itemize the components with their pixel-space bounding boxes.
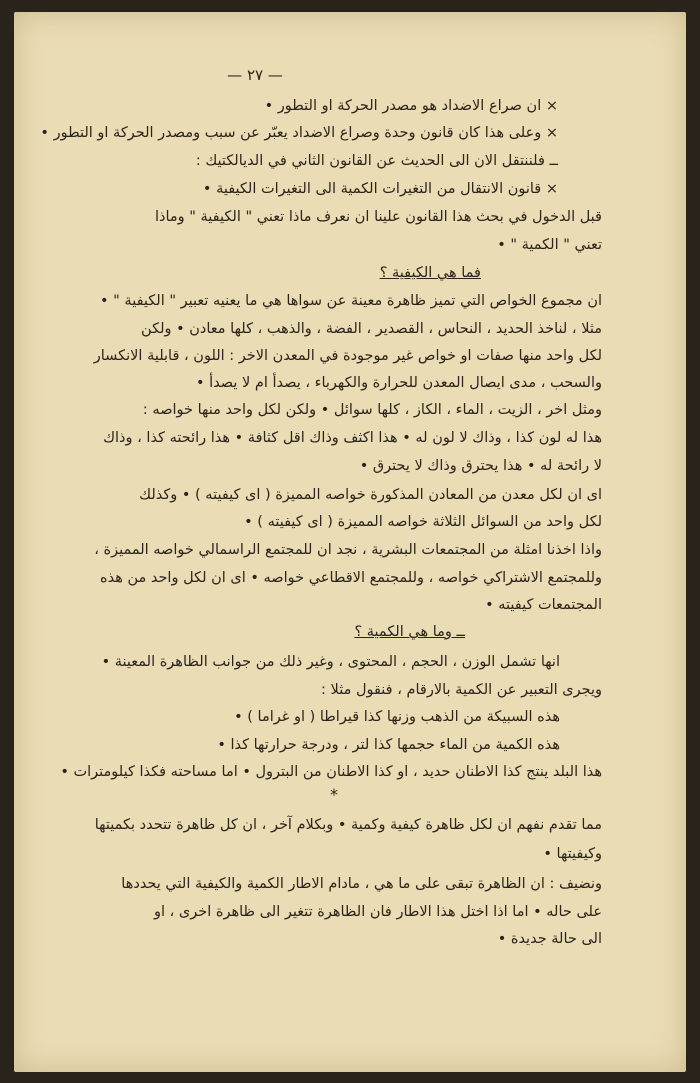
section-heading: فما هي الكيفية ؟: [379, 265, 481, 281]
text-line: والسحب ، مدى ايصال المعدن للحرارة والكهرباء ، يصدأ ام لا يصدأ •: [196, 375, 602, 391]
text-line: هذه السبيكة من الذهب وزنها كذا قيراطا ( او غراما ) •: [234, 709, 560, 725]
text-line: ــ فلننتقل الان الى الحديث عن القانون الثاني في الديالكتيك :: [195, 153, 558, 169]
text-line: مثلا ، لناخذ الحديد ، النحاس ، القصدير ، الفضة ، والذهب ، كلها معادن • ولكن: [141, 321, 602, 337]
text-line: انها تشمل الوزن ، الحجم ، المحتوى ، وغير ذلك من جوانب الظاهرة المعينة •: [101, 654, 560, 670]
text-line: لا رائحة له • هذا يحترق وذاك لا يحترق •: [359, 458, 602, 474]
text-line: هذه الكمية من الماء حجمها كذا لتر ، ودرجة حرارتها كذا •: [217, 737, 560, 753]
text-line: × قانون الانتقال من التغيرات الكمية الى التغيرات الكيفية •: [202, 181, 558, 197]
text-line: وللمجتمع الاشتراكي خواصه ، وللمجتمع الاقطاعي خواصه • اى ان لكل واحد من هذه: [99, 570, 602, 586]
text-line: مما تقدم نفهم ان لكل ظاهرة كيفية وكمية • وبكلام آخر ، ان كل ظاهرة تتحدد بكميتها: [94, 817, 602, 833]
text-line: ومثل اخر ، الزيت ، الماء ، الكاز ، كلها سوائل • ولكن لكل واحد منها خواصه :: [142, 402, 602, 418]
section-heading: ــ وما هي الكمية ؟: [354, 624, 465, 640]
text-line: هذا له لون كذا ، وذاك لا لون له • هذا اكثف وذاك اقل كثافة • هذا رائحته كذا ، وذاك: [103, 430, 602, 446]
page-number: — ٢٧ —: [227, 66, 283, 84]
text-line: تعني " الكمية " •: [497, 237, 602, 253]
text-line: واذا اخذنا امثلة من المجتمعات البشرية ، نجد ان للمجتمع الراسمالي خواصه المميزة ،: [94, 542, 602, 558]
text-line: الى حالة جديدة •: [497, 931, 602, 947]
text-line: قبل الدخول في بحث هذا القانون علينا ان نعرف ماذا تعني " الكيفية " وماذا: [154, 209, 602, 225]
text-line: المجتمعات كيفيته •: [485, 597, 602, 613]
text-line: لكل واحد من السوائل الثلاثة خواصه المميزة ( اى كيفيته ) •: [244, 514, 602, 530]
text-line: هذا البلد ينتج كذا الاطنان حديد ، او كذا الاطنان من البترول • اما مساحته فكذا كيلومترات •: [60, 764, 602, 780]
text-line: × ان صراع الاضداد هو مصدر الحركة او التطور •: [264, 98, 558, 114]
text-line: وكيفيتها •: [543, 846, 602, 862]
text-line: ونضيف : ان الظاهرة تبقى على ما هي ، مادام الاطار الكمية والكيفية التي يحددها: [121, 876, 602, 892]
text-line: ان مجموع الخواص التي تميز ظاهرة معينة عن سواها هي ما يعنيه تعبير " الكيفية " •: [99, 293, 602, 309]
separator-asterisk: *: [330, 785, 338, 804]
text-line: اى ان لكل معدن من المعادن المذكورة خواصه المميزة ( اى كيفيته ) • وكذلك: [139, 487, 602, 503]
text-line: على حاله • اما اذا اختل هذا الاطار فان الظاهرة تتغير الى ظاهرة اخرى ، او: [154, 904, 602, 920]
text-line: لكل واحد منها صفات او خواص غير موجودة في المعدن الاخر : اللون ، قابلية الانكسار: [93, 348, 602, 364]
text-line: ويجرى التعبير عن الكمية بالارقام ، فنقول مثلا :: [321, 682, 602, 698]
text-line: × وعلى هذا كان قانون وحدة وصراع الاضداد يعبّر عن سبب ومصدر الحركة او التطور •: [40, 125, 558, 141]
